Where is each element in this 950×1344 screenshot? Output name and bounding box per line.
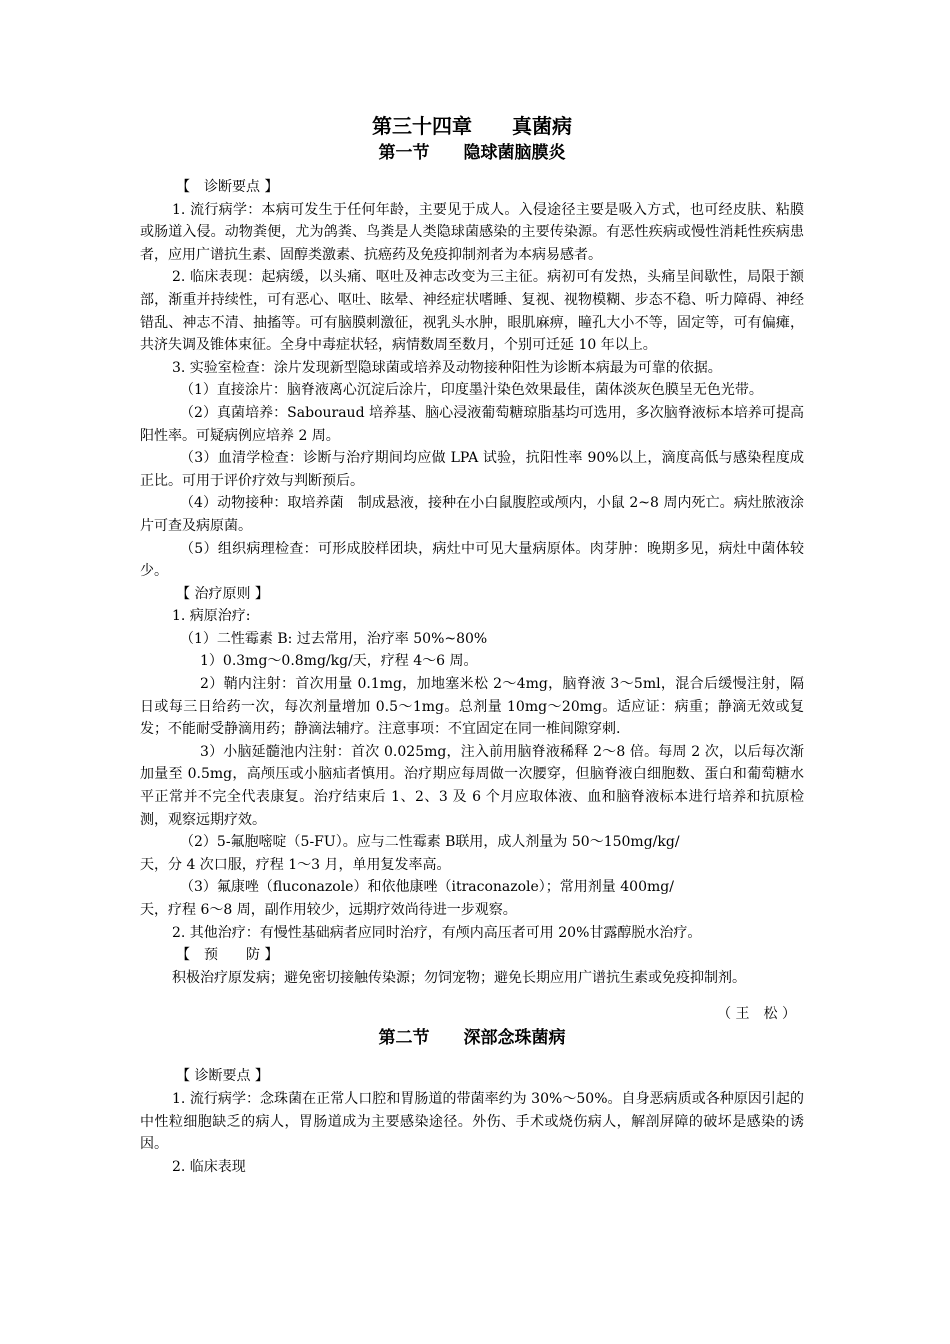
document-page	[140, 112, 804, 1178]
paragraph-candida-epidemiology: 1. 流行病学：念珠菌在正常人口腔和胃肠道的带菌率约为 30%～50%。自身恶病质或各种原因引起的中性粒细胞缺乏的病人，胃肠道成为主要感染途径。外伤、手术或烧伤病人，解剖屏障的破坏是感染的诱因。	[140, 1090, 804, 1153]
paragraph-lab-smear: （1）直接涂片：脑脊液离心沉淀后涂片，印度墨汁染色效果最佳，菌体淡灰色膜呈无色光带。	[180, 382, 763, 399]
paragraph-intrathecal: 2）鞘内注射：首次用量 0.1mg，加地塞米松 2～4mg，脑脊液 3～5ml，混合后缓慢注射，隔日或每三日给药一次，每次剂量增加 0.5～1mg。总剂量 10mg～20mg。适应证：病重；静滴无效或复发；不能耐受静滴用药；静滴法辅疗。注意事项：不宜固定在同一椎间隙穿刺.	[140, 676, 804, 738]
paragraph-treatment-1: 1. 病原治疗:	[172, 608, 251, 625]
paragraph-epidemiology: 1. 流行病学：本病可发生于任何年龄，主要见于成人。入侵途径主要是吸入方式，也可经皮肤、粘膜或肠道入侵。动物粪便，尤为鸽粪、鸟粪是人类隐球菌感染的主要传染源。有恶性疾病或慢性消耗性疾病患者，应用广谱抗生素、固醇类激素、抗癌药及免疫抑制剂者为本病易感者。	[140, 201, 804, 263]
paragraph-lab-serology: （3）血清学检查：诊断与治疗期间均应做 LPA 试验，抗阳性率 90%以上，滴度高低与感染程度成正比。可用于评价疗效与判断预后。	[140, 450, 804, 489]
section-title-2: 第二节 深部念珠菌病	[378, 1028, 566, 1049]
paragraph-lab-animal: （4）动物接种：取培养菌 制成悬液，接种在小白鼠腹腔或颅内，小鼠 2~8 周内死亡。病灶脓液涂片可查及病原菌。	[140, 495, 804, 534]
author-signature: （ 王 松 ）	[717, 1006, 796, 1023]
chapter-title: 第三十四章 真菌病	[372, 114, 572, 138]
paragraph-candida-clinical: 2. 临床表现	[172, 1158, 246, 1175]
paragraph-clinical: 2. 临床表现：起病缓，以头痛、呕吐及神志改变为三主征。病初可有发热，头痛呈间歇性，局限于额部，渐重并持续性，可有恶心、呕吐、眩晕、神经症状嗜睡、复视、视物模糊、步态不稳、听力障碍、神经错乱、神志不清、抽搐等。可有脑膜刺激征，视乳头水肿，眼肌麻痹，瞳孔大小不等，固定等，可有偏瘫，共济失调及锥体束征。全身中毒症状轻，病情数周至数月，个别可迁延 10 年以上。	[140, 269, 804, 354]
paragraph-lab: 3. 实验室检查：涂片发现新型隐球菌或培养及动物接种阳性为诊断本病最为可靠的依据。	[172, 359, 722, 376]
diagnosis-heading-2: 【 诊断要点 】	[176, 1068, 269, 1085]
treatment-heading: 【 治疗原则 】	[176, 585, 269, 602]
paragraph-5fu-line2: 天，分 4 次口服，疗程 1～3 月，单用复发率高。	[140, 856, 451, 873]
paragraph-amphotericin-dose: 1）0.3mg～0.8mg/kg/天，疗程 4～6 周。	[200, 653, 478, 670]
paragraph-other-treatment: 2. 其他治疗：有慢性基础病者应同时治疗，有颅内高压者可用 20%甘露醇脱水治疗。	[172, 924, 702, 941]
section-title: 第一节 隐球菌脑膜炎	[378, 143, 566, 163]
diagnosis-heading: 【 诊断要点 】	[176, 179, 279, 195]
paragraph-prevention: 积极治疗原发病；避免密切接触传染源；勿饲宠物；避免长期应用广谱抗生素或免疫抑制剂。	[172, 969, 746, 986]
paragraph-lab-pathology: （5）组织病理检查：可形成胶样团块，病灶中可见大量病原体。肉芽肿：晚期多见，病灶中菌体较少。	[140, 540, 804, 580]
paragraph-cisterna: 3）小脑延髓池内注射：首次 0.025mg，注入前用脑脊液稀释 2～8 倍。每周 2 次，以后每次渐加量至 0.5mg，高颅压或小脑疝者慎用。治疗期应每周做一次腰穿，但脑脊液白细胞数、蛋白和葡萄糖水平正常并不完全代表康复。治疗结束后 1、2、3 及 6 个月应取体液、血和脑脊液标本进行培养和抗原检测，观察远期疗效。	[140, 743, 804, 828]
prevention-heading: 【 预 防 】	[176, 947, 279, 964]
paragraph-fluconazole-line1: （3）氟康唑（fluconazole）和依他康唑（itraconazole）；常用剂量 400mg/	[180, 879, 674, 896]
paragraph-amphotericin: （1）二性霉素 B: 过去常用，治疗率 50%~80%	[180, 630, 488, 647]
paragraph-fluconazole-line2: 天，疗程 6～8 周，副作用较少，远期疗效尚待进一步观察。	[140, 902, 517, 918]
paragraph-5fu-line1: （2）5-氟胞嘧啶（5-FU）。应与二性霉素 B联用，成人剂量为 50～150mg/kg/	[180, 834, 680, 851]
paragraph-lab-culture: （2）真菌培养：Sabouraud 培养基、脑心浸液葡萄糖琼脂基均可选用，多次脑脊液标本培养可提高阳性率。可疑病例应培养 2 周。	[140, 404, 804, 444]
